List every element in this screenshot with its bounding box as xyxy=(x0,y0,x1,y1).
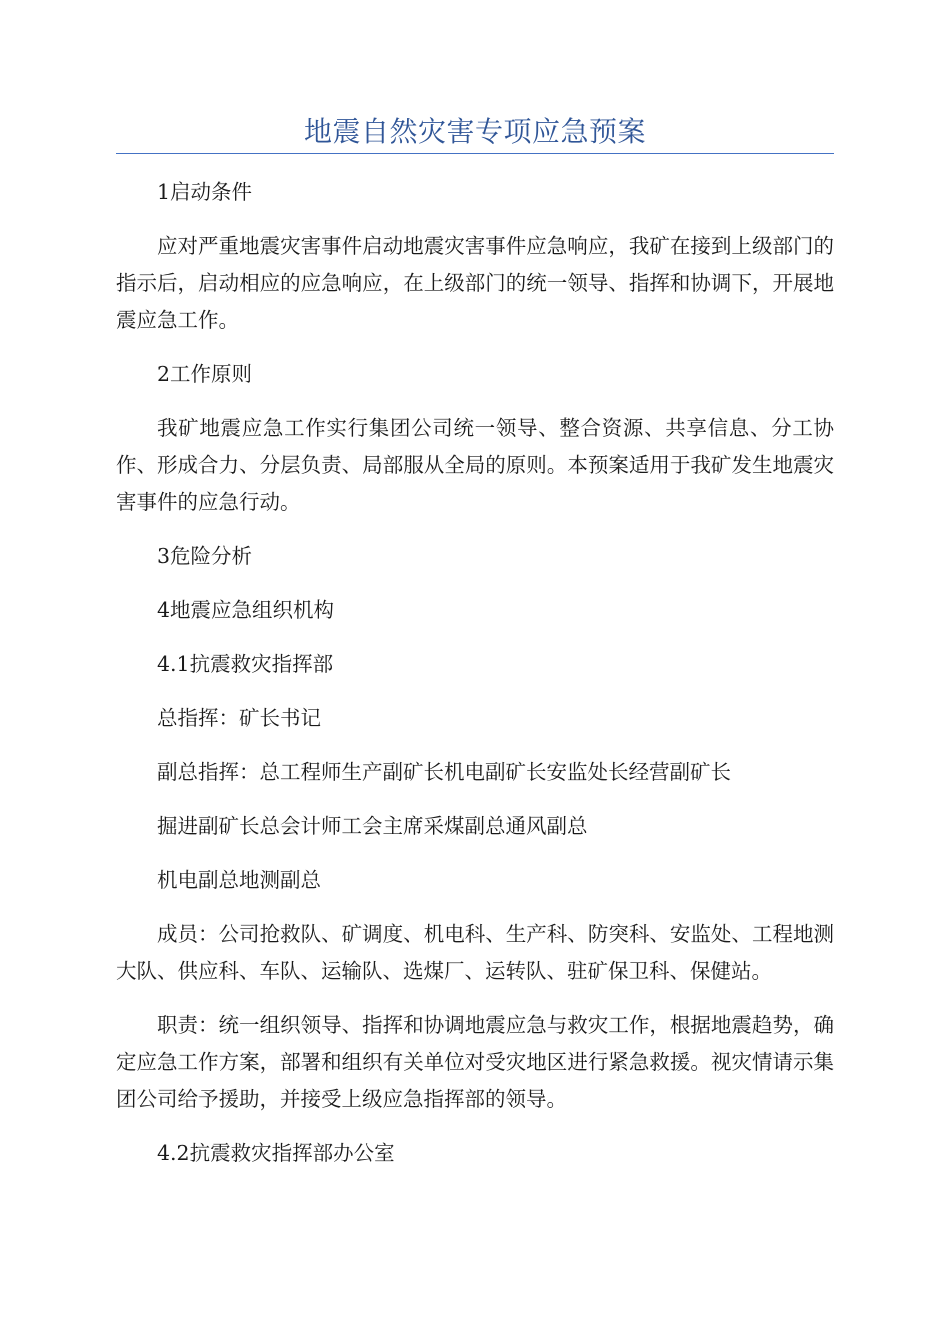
paragraph-startup-conditions: 应对严重地震灾害事件启动地震灾害事件应急响应，我矿在接到上级部门的指示后，启动相应的应急响应，在上级部门的统一领导、指挥和协调下，开展地震应急工作。 xyxy=(116,234,834,332)
paragraph-deputy-commander-cont: 掘进副矿长总会计师工会主席采煤副总通风副总 xyxy=(157,814,588,838)
document-title: 地震自然灾害专项应急预案 xyxy=(303,115,646,148)
document-body xyxy=(116,174,834,1189)
paragraph-work-principles: 我矿地震应急工作实行集团公司统一领导、整合资源、共享信息、分工协作、形成合力、分层负责、局部服从全局的原则。本预案适用于我矿发生地震灾害事件的应急行动。 xyxy=(116,416,834,514)
paragraph-commander: 总指挥：矿长书记 xyxy=(157,706,321,730)
paragraph-deputy-commander-cont2: 机电副总地测副总 xyxy=(157,868,321,892)
paragraph-members: 成员：公司抢救队、矿调度、机电科、生产科、防突科、安监处、工程地测大队、供应科、车队、运输队、选煤厂、运转队、驻矿保卫科、保健站。 xyxy=(116,922,834,983)
section-heading-organization: 4地震应急组织机构 xyxy=(157,598,335,622)
subsection-heading-command: 4.1抗震救灾指挥部 xyxy=(157,652,334,676)
title-underline xyxy=(116,153,834,154)
paragraph-duties: 职责：统一组织领导、指挥和协调地震应急与救灾工作，根据地震趋势，确定应急工作方案，部署和组织有关单位对受灾地区进行紧急救援。视灾情请示集团公司给予援助，并接受上级应急指挥部的领导。 xyxy=(116,1013,834,1111)
subsection-heading-office: 4.2抗震救灾指挥部办公室 xyxy=(157,1141,395,1165)
section-heading-risk-analysis: 3危险分析 xyxy=(157,544,253,568)
section-heading-work-principles: 2工作原则 xyxy=(157,362,253,386)
section-heading-startup-conditions: 1启动条件 xyxy=(157,180,253,204)
paragraph-deputy-commander: 副总指挥：总工程师生产副矿长机电副矿长安监处长经营副矿长 xyxy=(157,760,731,784)
